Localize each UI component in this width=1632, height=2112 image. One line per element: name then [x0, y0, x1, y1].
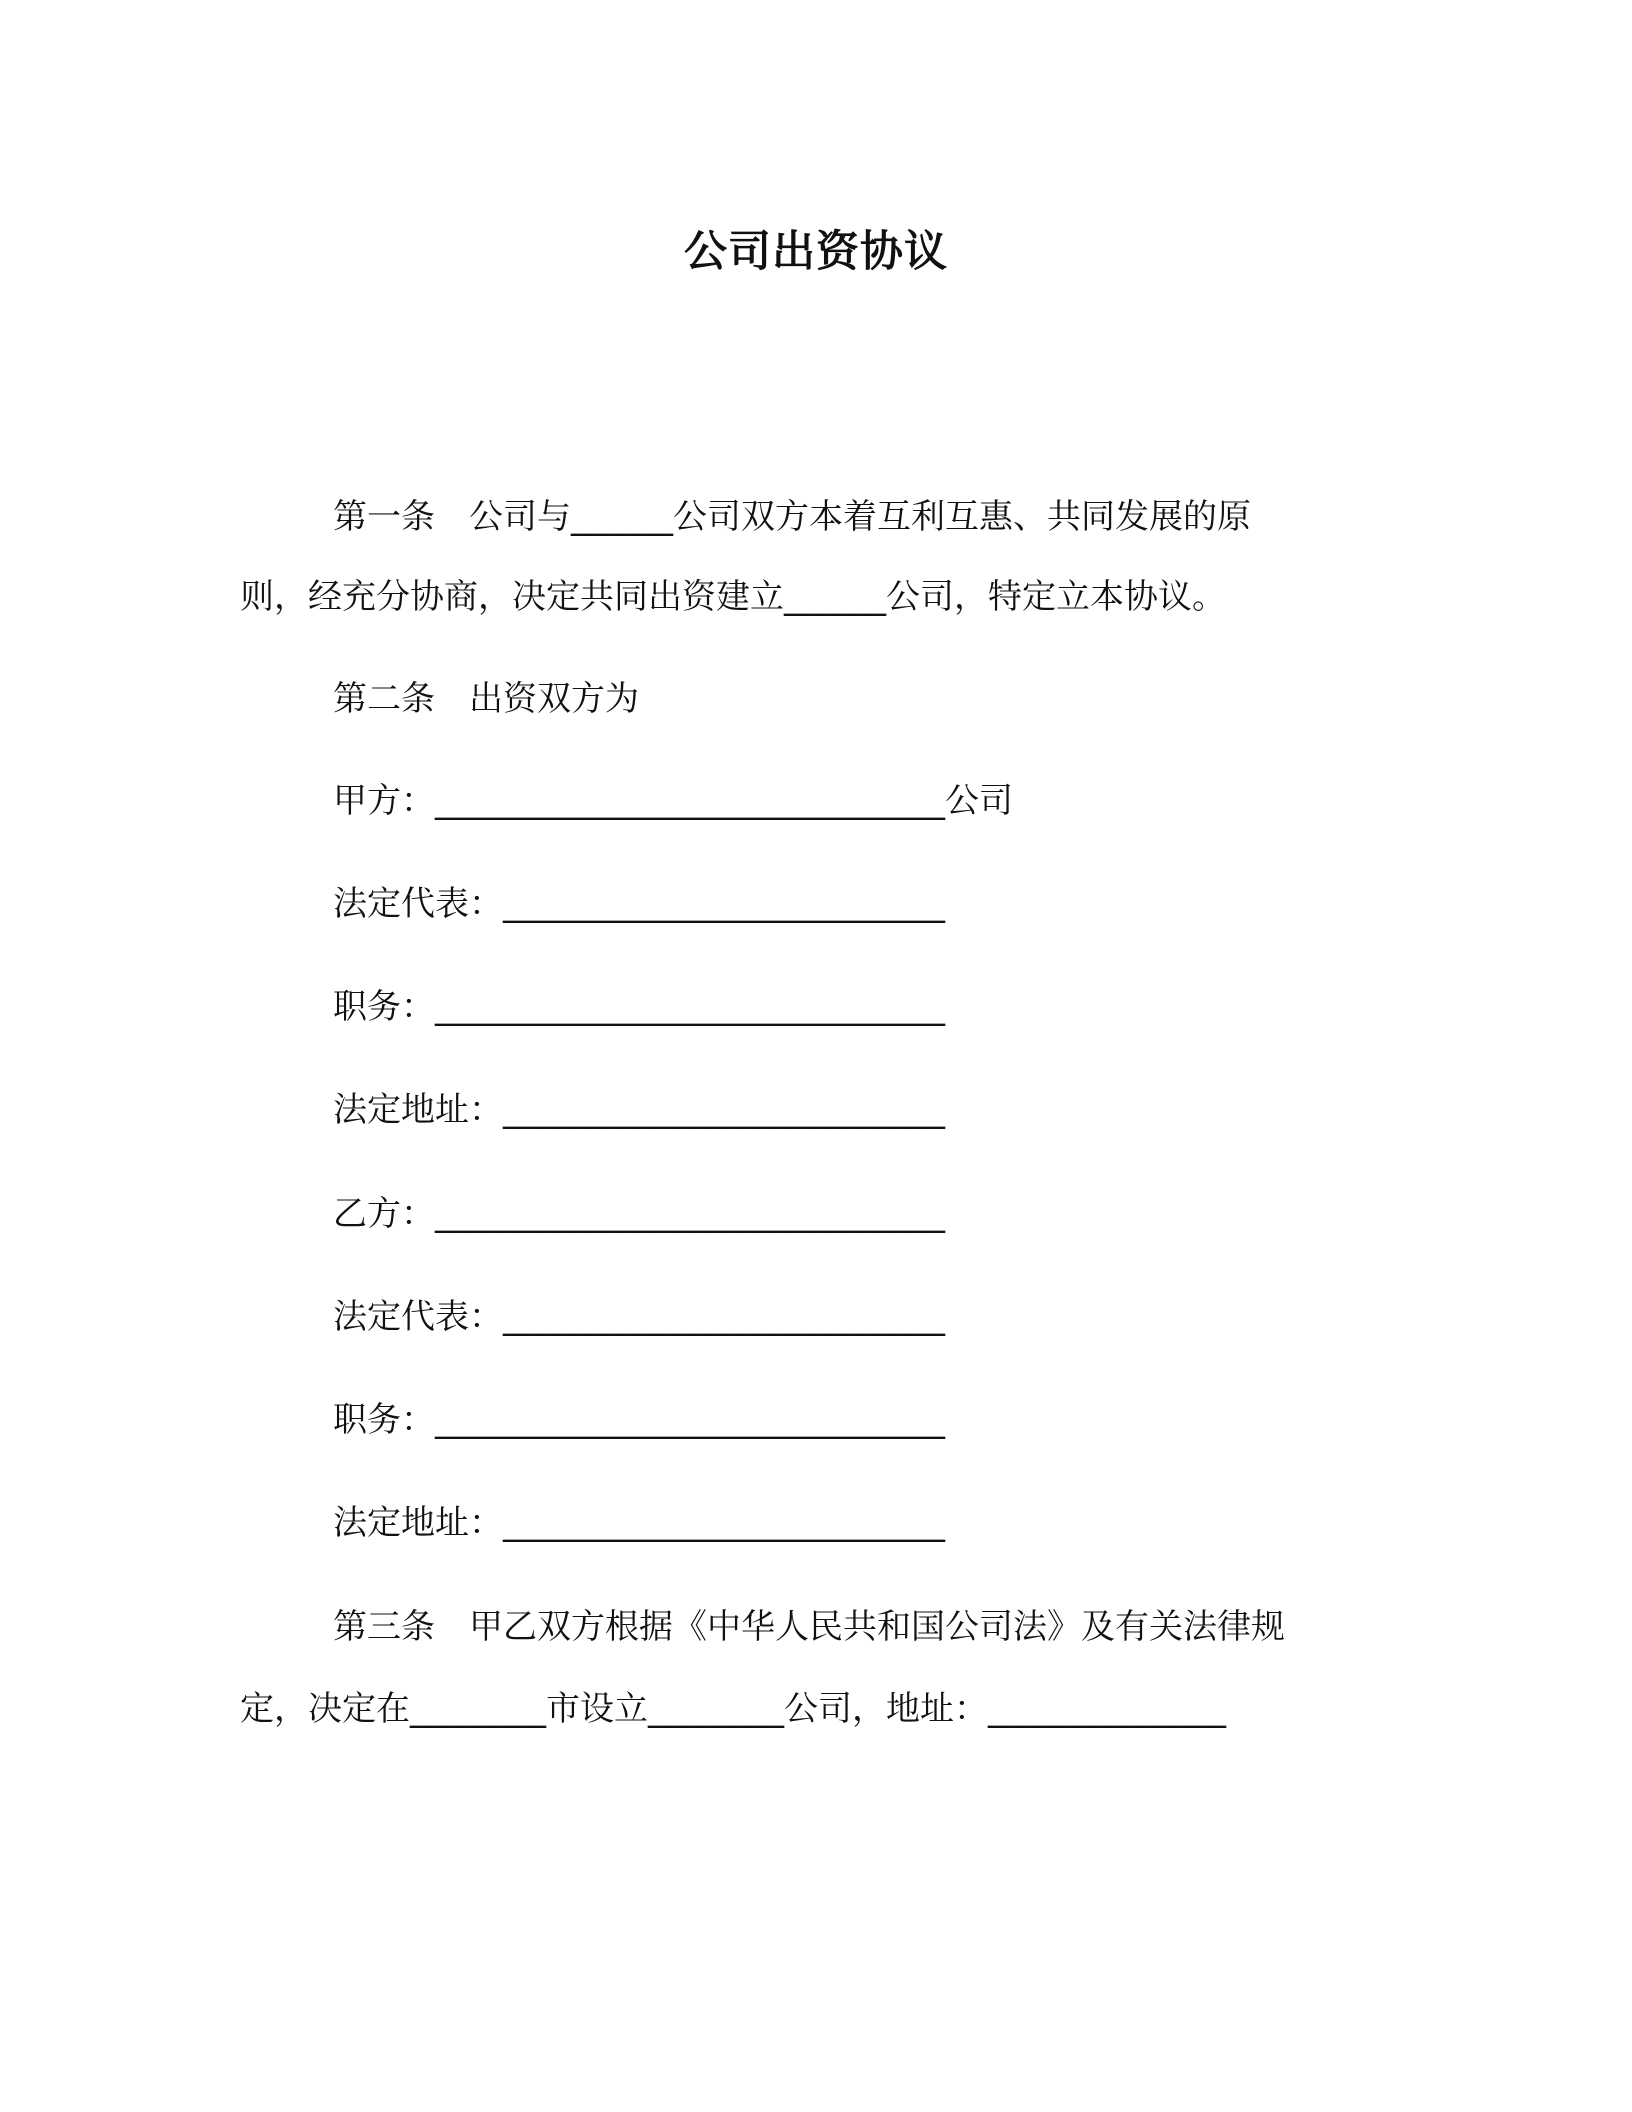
party-a-legal-address: 法定地址：__________________________ — [333, 1090, 945, 1130]
article-3-line-1: 第三条 甲乙双方根据《中华人民共和国公司法》及有关法律规 — [333, 1607, 1285, 1647]
article-2-heading: 第二条 出资双方为 — [333, 679, 639, 719]
party-a-legal-representative: 法定代表：__________________________ — [333, 884, 945, 924]
party-a-name: 甲方：______________________________公司 — [333, 781, 1013, 821]
party-a-position: 职务：______________________________ — [333, 987, 945, 1027]
party-b-legal-address: 法定地址：__________________________ — [333, 1503, 945, 1543]
article-1-line-2: 则，经充分协商，决定共同出资建立______公司，特定立本协议。 — [240, 577, 1226, 617]
party-b-name: 乙方：______________________________ — [333, 1194, 945, 1234]
party-b-legal-representative: 法定代表：__________________________ — [333, 1297, 945, 1337]
document-title: 公司出资协议 — [684, 227, 948, 277]
article-3-line-2: 定，决定在________市设立________公司，地址：______________ — [240, 1689, 1226, 1729]
article-1-line-1: 第一条 公司与______公司双方本着互利互惠、共同发展的原 — [333, 497, 1251, 537]
party-b-position: 职务：______________________________ — [333, 1400, 945, 1440]
